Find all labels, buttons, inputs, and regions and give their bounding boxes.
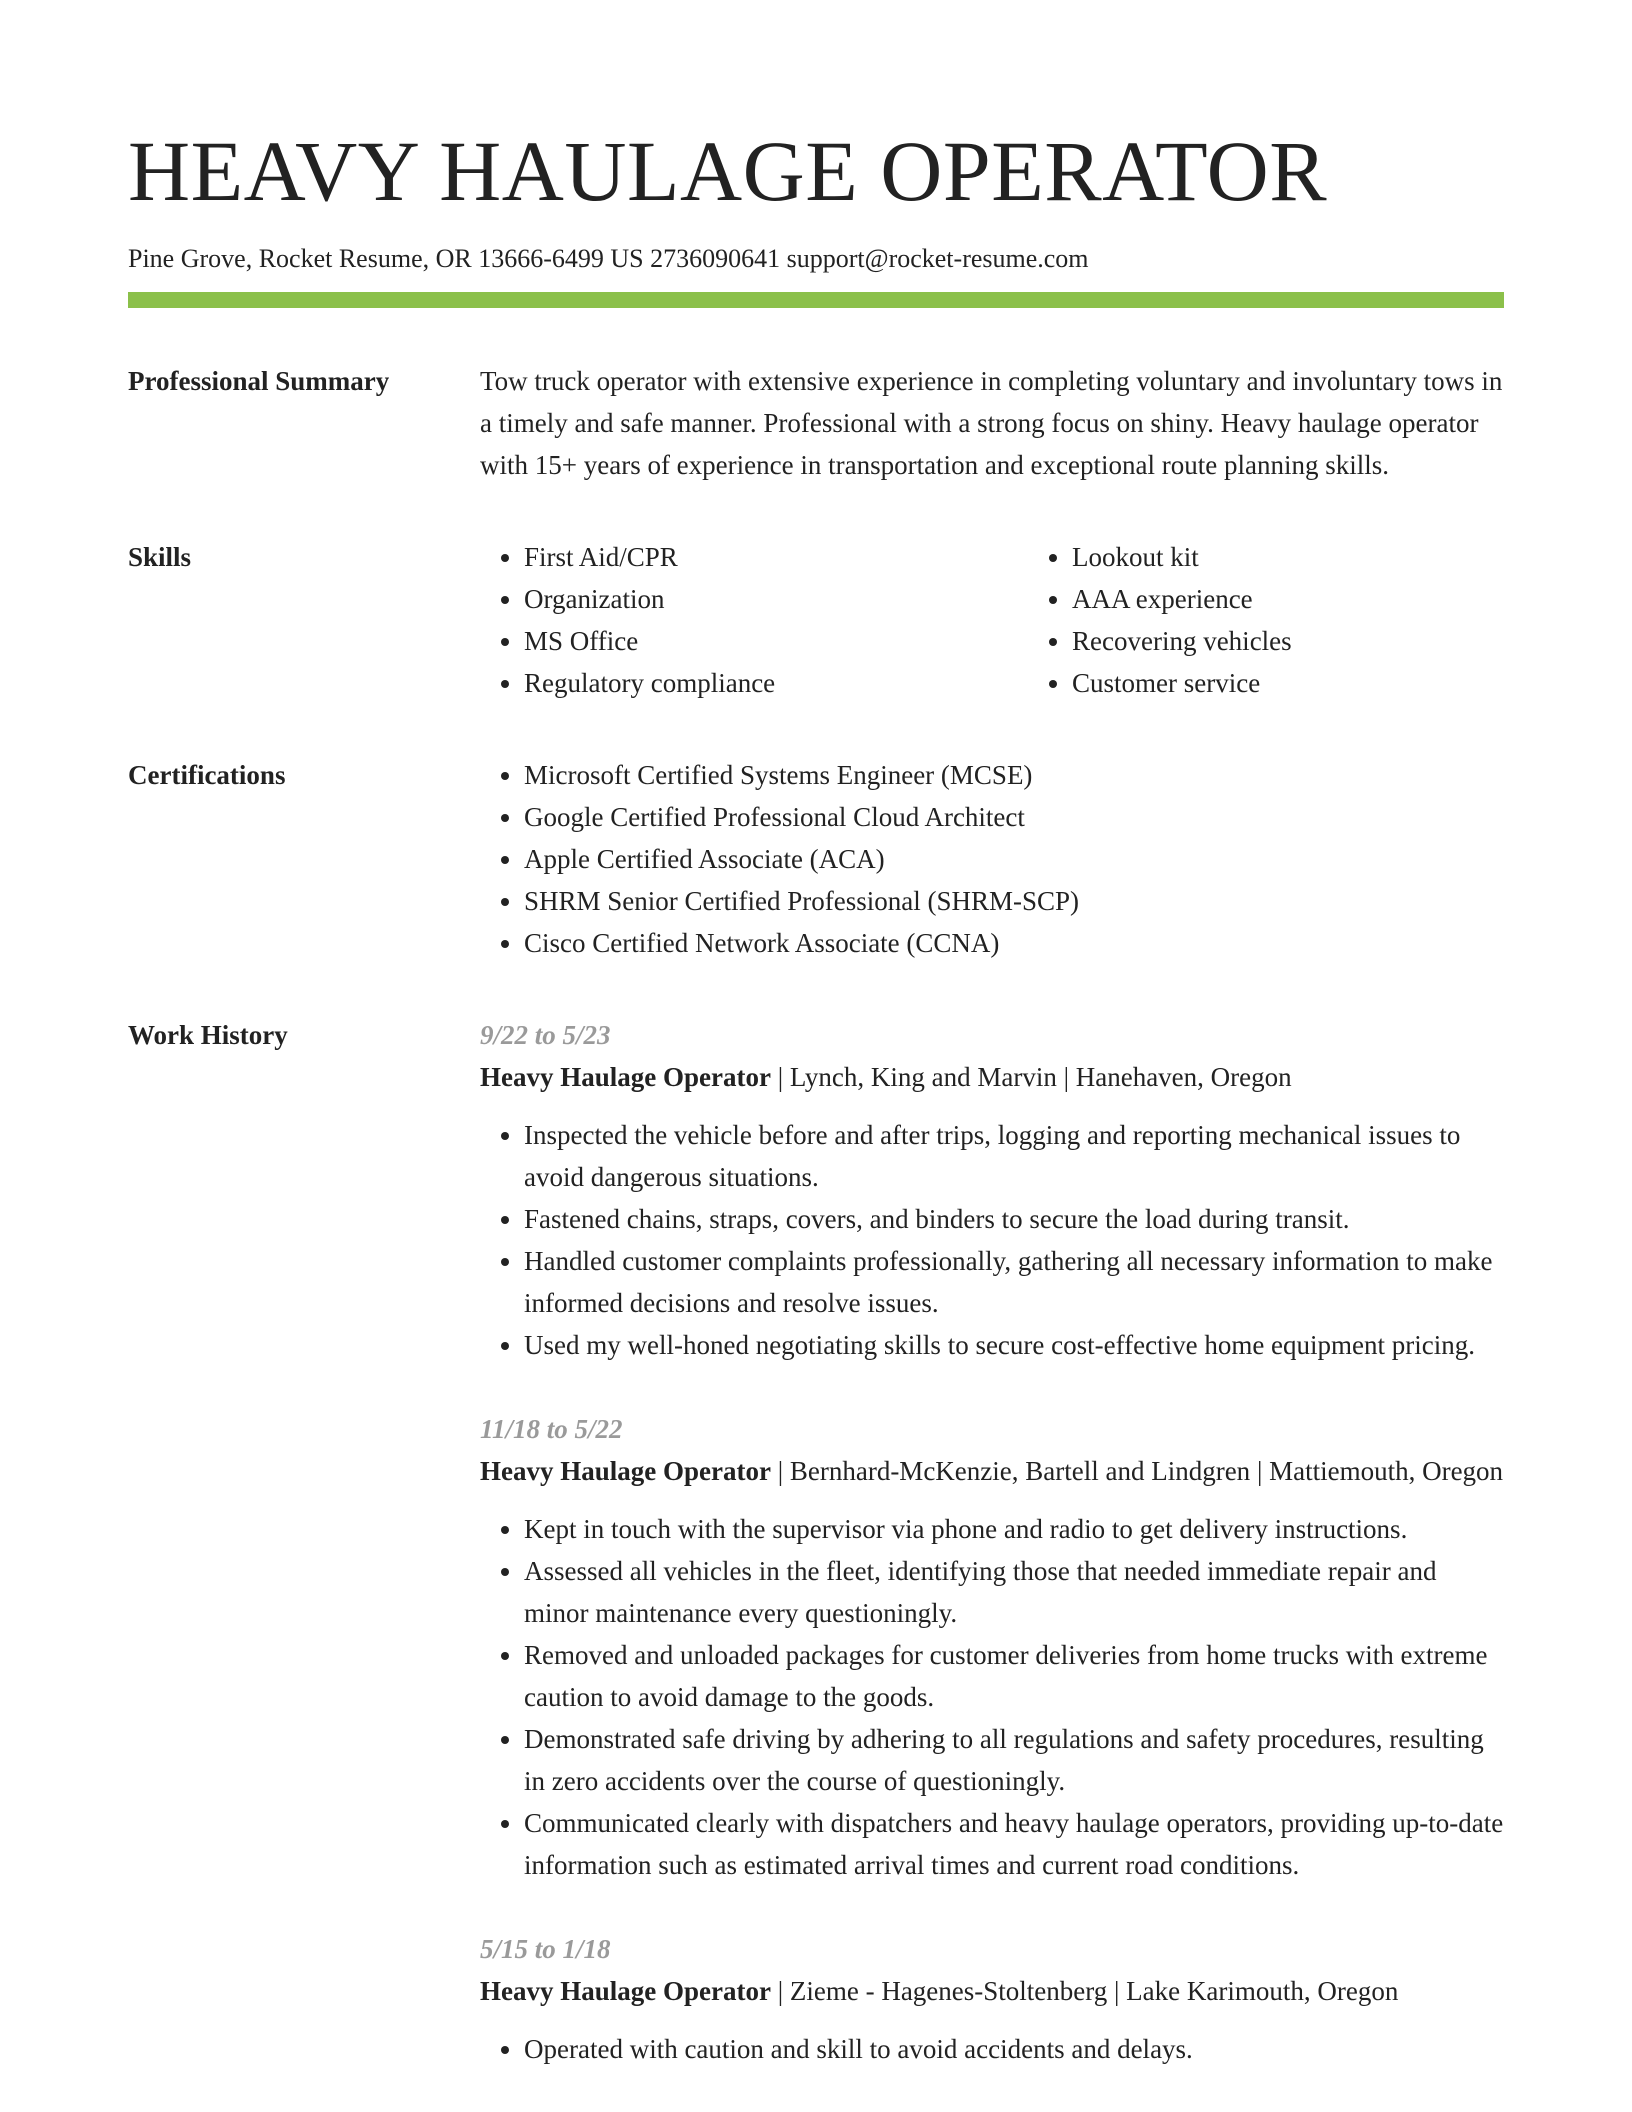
section-label: Work History (128, 1020, 288, 1050)
job-location: Mattiemouth, Oregon (1269, 1456, 1504, 1486)
contact-line (128, 242, 1504, 276)
skills-section (128, 536, 1504, 704)
job-company: Bernhard-McKenzie, Bartell and Lindgren (789, 1456, 1251, 1486)
contact-address: Pine Grove, Rocket Resume, OR 13666-6499 US (128, 244, 644, 273)
separator: | (770, 1456, 790, 1486)
section-body (480, 1014, 1504, 2070)
summary-text: Tow truck operator with extensive experience in completing voluntary and involuntary tows in a timely and safe manner. Professional with a strong focus on shiny. Heavy haulage operator with 15+ years of experience in transportation and exceptional route planning skills. (480, 366, 1503, 480)
certification-item: • Google Certified Professional Cloud Architect (524, 796, 1504, 838)
skill-item: • Organization (524, 578, 1028, 620)
certification-item: • SHRM Senior Certified Professional (SHRM-SCP) (524, 880, 1504, 922)
skills-grid (480, 536, 1576, 704)
job-bullets (480, 1114, 1504, 1366)
job-bullet: • Communicated clearly with dispatchers and heavy haulage operators, providing up-to-date information such as estimated arrival times and current road conditions. (524, 1802, 1504, 1886)
job-entry (480, 1014, 1504, 1366)
contact-phone: 2736090641 (650, 244, 781, 273)
job-bullet: • Demonstrated safe driving by adhering to all regulations and safety procedures, resulting in zero accidents over the course of questioningly. (524, 1718, 1504, 1802)
work-history-section (128, 1014, 1504, 2070)
skills-column-2 (1028, 536, 1576, 704)
section-label: Skills (128, 542, 192, 572)
contact-email: support@rocket-resume.com (786, 244, 1089, 273)
certification-item: • Cisco Certified Network Associate (CCNA) (524, 922, 1504, 964)
job-company: Lynch, King and Marvin (789, 1062, 1057, 1092)
separator: | (1056, 1062, 1076, 1092)
job-company: Zieme - Hagenes-Stoltenberg (789, 1976, 1108, 2006)
header-divider (128, 292, 1504, 308)
job-location: Lake Karimouth, Oregon (1126, 1976, 1399, 2006)
job-heading (480, 1970, 1504, 2012)
job-entry (480, 1408, 1504, 1886)
skill-item: • Recovering vehicles (1072, 620, 1576, 662)
job-bullet: • Fastened chains, straps, covers, and binders to secure the load during transit. (524, 1198, 1504, 1240)
job-bullet: • Handled customer complaints professionally, gathering all necessary information to make informed decisions and resolve issues. (524, 1240, 1504, 1324)
job-bullet: • Removed and unloaded packages for customer deliveries from home trucks with extreme caution to avoid damage to the goods. (524, 1634, 1504, 1718)
certifications-section (128, 754, 1504, 964)
job-heading (480, 1056, 1504, 1098)
job-heading (480, 1450, 1504, 1492)
job-bullets (480, 2028, 1504, 2070)
resume-title: HEAVY HAULAGE OPERATOR (128, 123, 1328, 219)
job-bullet: • Assessed all vehicles in the fleet, identifying those that needed immediate repair and minor maintenance every questioningly. (524, 1550, 1504, 1634)
job-title: Heavy Haulage Operator (480, 1062, 771, 1092)
separator: | (770, 1976, 790, 2006)
skills-column-1 (480, 536, 1028, 704)
summary-section (128, 360, 1504, 486)
skill-item: • Lookout kit (1072, 536, 1576, 578)
job-bullet: • Inspected the vehicle before and after trips, logging and reporting mechanical issues to avoid dangerous situations. (524, 1114, 1504, 1198)
job-bullet: • Kept in touch with the supervisor via phone and radio to get delivery instructions. (524, 1508, 1504, 1550)
skill-item: • Customer service (1072, 662, 1576, 704)
separator: | (1107, 1976, 1127, 2006)
job-dates: 9/22 to 5/23 (480, 1020, 611, 1050)
separator: | (1250, 1456, 1270, 1486)
job-title: Heavy Haulage Operator (480, 1456, 771, 1486)
skill-item: • Regulatory compliance (524, 662, 1028, 704)
job-dates: 5/15 to 1/18 (480, 1934, 611, 1964)
certifications-list (480, 754, 1504, 964)
skill-item: • First Aid/CPR (524, 536, 1028, 578)
certification-item: • Apple Certified Associate (ACA) (524, 838, 1504, 880)
section-label: Professional Summary (128, 366, 390, 396)
section-body (480, 360, 1504, 486)
job-bullets (480, 1508, 1504, 1886)
certification-item: • Microsoft Certified Systems Engineer (MCSE) (524, 754, 1504, 796)
job-entry (480, 1928, 1504, 2070)
section-body (480, 754, 1504, 964)
resume-page (128, 0, 1504, 2070)
job-location: Hanehaven, Oregon (1075, 1062, 1292, 1092)
separator: | (770, 1062, 790, 1092)
section-label: Certifications (128, 760, 286, 790)
job-title: Heavy Haulage Operator (480, 1976, 771, 2006)
job-bullet: • Operated with caution and skill to avoid accidents and delays. (524, 2028, 1504, 2070)
job-bullet: • Used my well-honed negotiating skills to secure cost-effective home equipment pricing. (524, 1324, 1504, 1366)
skill-item: • AAA experience (1072, 578, 1576, 620)
job-dates: 11/18 to 5/22 (480, 1414, 623, 1444)
skill-item: • MS Office (524, 620, 1028, 662)
section-body (480, 536, 1576, 704)
